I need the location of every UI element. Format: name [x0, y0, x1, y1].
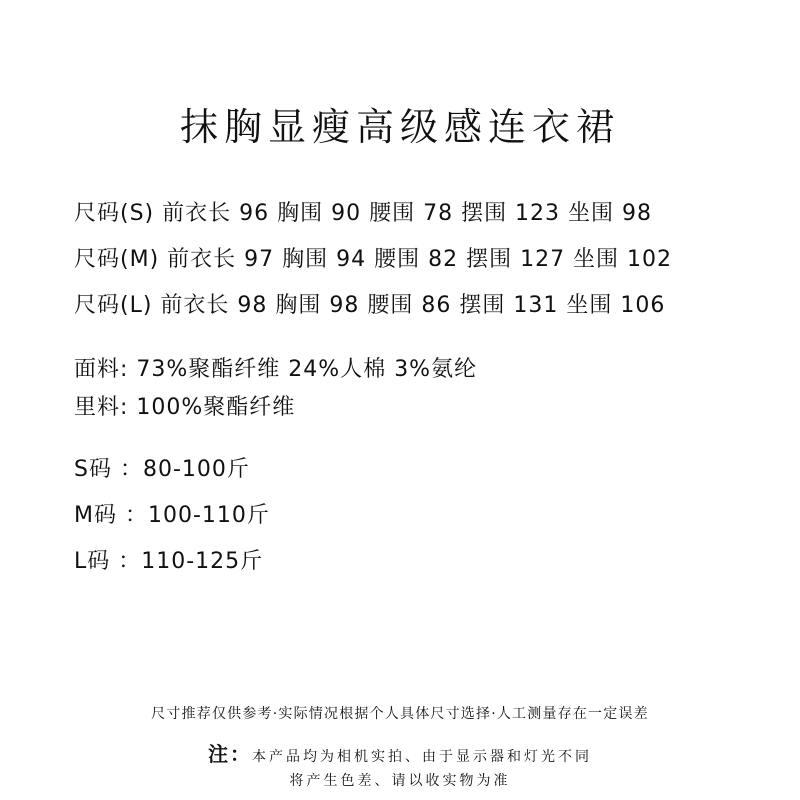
- note-text-2: 将产生色差、请以收实物为准: [289, 773, 511, 789]
- product-title: 抹胸显瘦高级感连衣裙: [179, 105, 620, 149]
- weight-range-l: L码 ：110-125斤: [74, 549, 264, 574]
- size-row-l: 尺码(L) 前衣长 98 胸围 98 腰围 86 摆围 131 坐围 106: [74, 293, 666, 318]
- fabric-composition: 面料: 73%聚酯纤维 24%人棉 3%氨纶: [74, 357, 478, 382]
- note-line-1: [0, 738, 800, 767]
- weight-range-s: S码 ：80-100斤: [74, 457, 250, 482]
- size-row-s: 尺码(S) 前衣长 96 胸围 90 腰围 78 摆围 123 坐围 98: [74, 201, 653, 226]
- note-text-1: 本产品均为相机实拍、由于显示器和灯光不同: [252, 749, 592, 765]
- note-label: 注：: [208, 742, 252, 766]
- lining-composition: 里料: 100%聚酯纤维: [74, 395, 296, 420]
- measurement-disclaimer: 尺寸推荐仅供参考·实际情况根据个人具体尺寸选择·人工测量存在一定误差: [151, 706, 649, 722]
- weight-range-m: M码 ：100-110斤: [74, 503, 270, 528]
- size-row-m: 尺码(M) 前衣长 97 胸围 94 腰围 82 摆围 127 坐围 102: [74, 247, 673, 272]
